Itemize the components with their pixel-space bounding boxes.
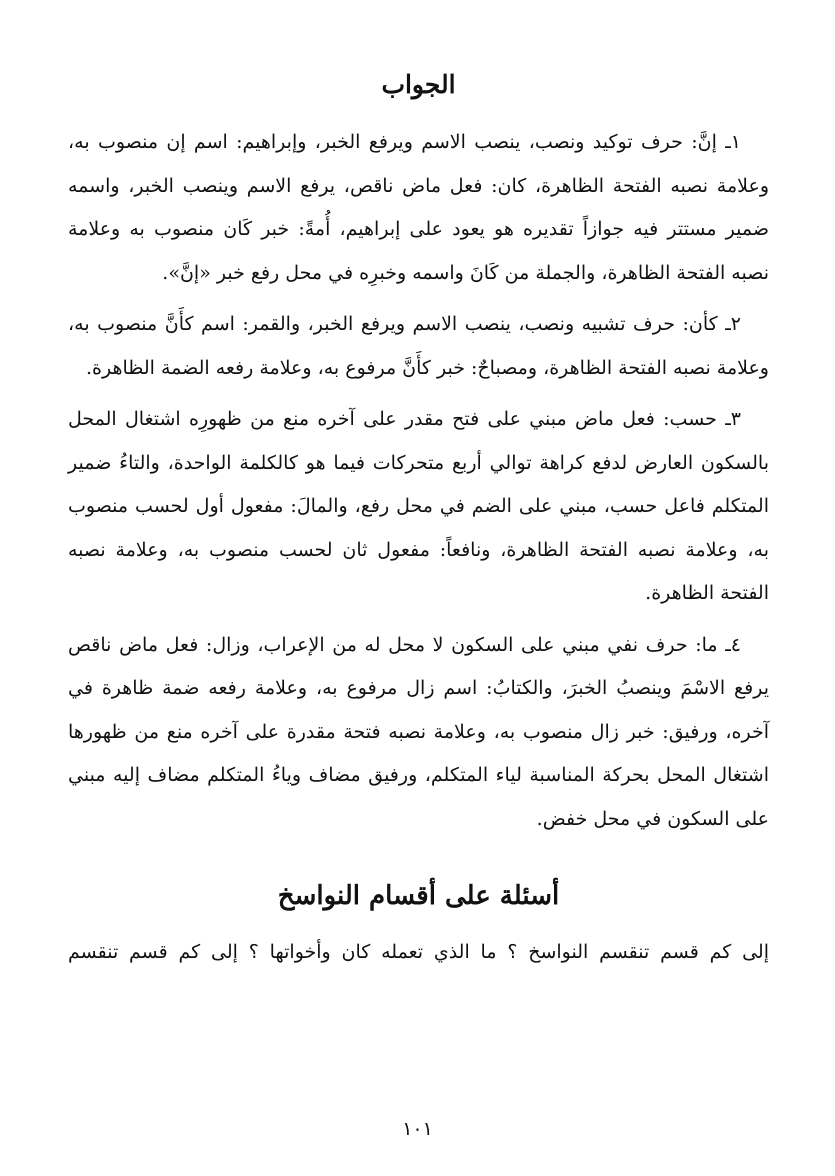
questions-section-title: أسئلة على أقسام النواسخ bbox=[277, 881, 560, 911]
answer-paragraph-2: ٢ـ كأن: حرف تشبيه ونصب، ينصب الاسم ويرفع الخبر، والقمر: اسم كأَنَّ منصوب به، وعلامة نصبه الفتحة الظاهرة، ومصباحٌ: خبر كأَنَّ مرفوع به، وعلامة رفعه الضمة الظاهرة. bbox=[68, 313, 769, 379]
question-line: إلى كم قسم تنقسم النواسخ ؟ ما الذي تعمله كان وأخواتها ؟ إلى كم قسم تنقسم bbox=[68, 941, 769, 963]
page-number: ١٠١ bbox=[402, 1118, 433, 1140]
answer-heading: الجواب bbox=[381, 70, 456, 99]
answer-paragraph-3: ٣ـ حسب: فعل ماض مبني على فتح مقدر على آخره منع من ظهورِه اشتغال المحل بالسكون العارض لدفع كراهة توالي أربع متحركات فيما هو كالكلمة الواحدة، والتاءُ ضمير المتكلم فاعل حسب، مبني على الضم في محل رفع، والمالَ: مفعول أول لحسب منصوب به، وعلامة نصبه الفتحة الظاهرة، ونافعاً: مفعول ثان لحسب منصوب به، وعلامة نصبه الفتحة الظاهرة. bbox=[68, 408, 769, 604]
answer-paragraph-1: ١ـ إنَّ: حرف توكيد ونصب، ينصب الاسم ويرفع الخبر، وإبراهيم: اسم إن منصوب به، وعلامة نصبه الفتحة الظاهرة، كان: فعل ماض ناقص، يرفع الاسم وينصب الخبر، واسمه ضمير مستتر فيه جوازاً تقديره هو يعود على إبراهيم، أُمةً: خبر كَان منصوب به وعلامة نصبه الفتحة الظاهرة، والجملة من كَانَ واسمه وخبرِه في محل رفع خبر «إنَّ». bbox=[68, 131, 769, 284]
answer-paragraph-4: ٤ـ ما: حرف نفي مبني على السكون لا محل له من الإعراب، وزال: فعل ماض ناقص يرفع الاسْمَ وينصبُ الخبرَ، والكتابُ: اسم زال مرفوع به، وعلامة رفعه ضمة ظاهرة في آخره، ورفيق: خبر زال منصوب به، وعلامة نصبه فتحة مقدرة على آخره منع من ظهورها اشتغال المحل بحركة المناسبة لياء المتكلم، ورفيق مضاف وياءُ المتكلم مضاف إليه مبني على السكون في محل خفض. bbox=[68, 633, 769, 830]
